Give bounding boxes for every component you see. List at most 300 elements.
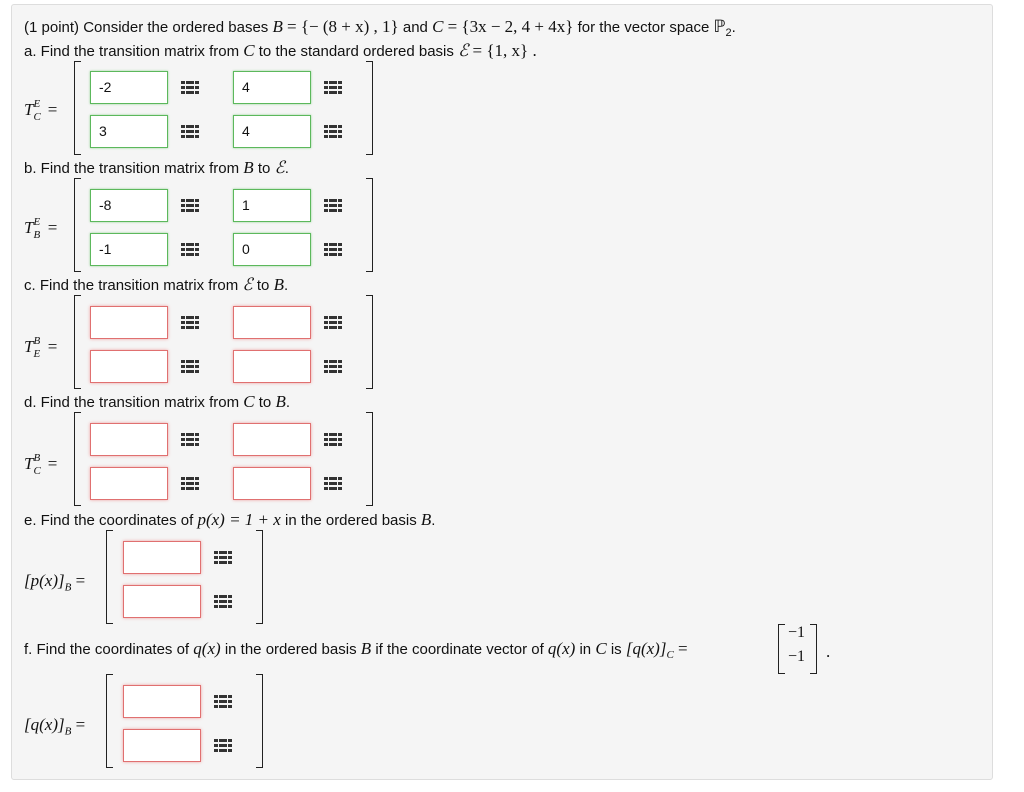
- grid-icon-dot: [338, 248, 342, 251]
- grid-icon-dot: [195, 199, 199, 202]
- grid-icon-dot: [190, 477, 194, 480]
- grid-icon-dot: [329, 86, 333, 89]
- grid-icon-dot: [333, 125, 337, 128]
- grid-icon-dot: [329, 91, 333, 94]
- grid-icon-dot: [181, 86, 185, 89]
- grid-icon-dot: [223, 700, 227, 703]
- grid-icon-dot: [223, 595, 227, 598]
- grid-icon-dot: [190, 253, 194, 256]
- grid-icon-dot: [228, 700, 232, 703]
- grid-icon-dot: [214, 600, 218, 603]
- grid-icon-dot: [195, 365, 199, 368]
- grid-icon-dot: [214, 561, 218, 564]
- grid-icon-dot: [223, 561, 227, 564]
- bracket-left: [106, 674, 113, 768]
- grid-icon-dot: [329, 316, 333, 319]
- grid-icon-dot: [186, 209, 190, 212]
- grid-icon-dot: [195, 243, 199, 246]
- grid-icon-dot: [333, 204, 337, 207]
- grid-icon-dot: [228, 600, 232, 603]
- grid-icon-dot: [329, 248, 333, 251]
- grid-icon-dot: [181, 81, 185, 84]
- grid-icon-dot: [214, 700, 218, 703]
- grid-icon-dot: [181, 360, 185, 363]
- grid-icon-dot: [333, 243, 337, 246]
- bracket-left: [106, 530, 113, 624]
- grid-icon-dot: [181, 487, 185, 490]
- grid-icon-dot: [181, 199, 185, 202]
- grid-icon-dot: [214, 705, 218, 708]
- matrix-a-entry-11[interactable]: -2: [90, 71, 168, 104]
- grid-icon-dot: [329, 487, 333, 490]
- grid-icon[interactable]: [214, 595, 231, 608]
- grid-icon-dot: [186, 86, 190, 89]
- grid-icon-dot: [219, 739, 223, 742]
- grid-icon-dot: [223, 705, 227, 708]
- bracket-right: [366, 412, 373, 506]
- matrix-c-entry-22[interactable]: [233, 350, 311, 383]
- grid-icon-dot: [186, 125, 190, 128]
- grid-icon-dot: [228, 749, 232, 752]
- grid-icon-dot: [329, 204, 333, 207]
- grid-icon-dot: [195, 443, 199, 446]
- grid-icon[interactable]: [181, 433, 198, 446]
- grid-icon-dot: [338, 326, 342, 329]
- grid-icon-dot: [333, 316, 337, 319]
- grid-icon-dot: [338, 86, 342, 89]
- grid-icon-dot: [329, 438, 333, 441]
- grid-icon-dot: [181, 321, 185, 324]
- grid-icon-dot: [219, 561, 223, 564]
- part-e-label: $[p(x)]_B$ =: [24, 571, 86, 594]
- grid-icon[interactable]: [181, 125, 198, 138]
- grid-icon-dot: [329, 482, 333, 485]
- grid-icon-dot: [190, 370, 194, 373]
- grid-icon-dot: [329, 326, 333, 329]
- grid-icon-dot: [190, 248, 194, 251]
- grid-icon-dot: [181, 125, 185, 128]
- grid-icon-dot: [219, 600, 223, 603]
- grid-icon-dot: [324, 433, 328, 436]
- grid-icon-dot: [190, 199, 194, 202]
- grid-icon-dot: [190, 81, 194, 84]
- grid-icon[interactable]: [181, 477, 198, 490]
- grid-icon-dot: [219, 595, 223, 598]
- grid-icon-dot: [186, 443, 190, 446]
- grid-icon-dot: [223, 695, 227, 698]
- bracket-left: [74, 178, 81, 272]
- grid-icon-dot: [333, 433, 337, 436]
- grid-icon-dot: [228, 744, 232, 747]
- grid-icon-dot: [190, 209, 194, 212]
- grid-icon-dot: [333, 199, 337, 202]
- grid-icon-dot: [195, 477, 199, 480]
- grid-icon-dot: [324, 365, 328, 368]
- grid-icon-dot: [338, 125, 342, 128]
- grid-icon-dot: [195, 370, 199, 373]
- grid-icon-dot: [181, 443, 185, 446]
- grid-icon-dot: [186, 482, 190, 485]
- grid-icon-dot: [195, 487, 199, 490]
- matrix-a-entry-22[interactable]: 4: [233, 115, 311, 148]
- grid-icon-dot: [228, 561, 232, 564]
- grid-icon-dot: [324, 135, 328, 138]
- matrix-d-entry-11[interactable]: [90, 423, 168, 456]
- grid-icon-dot: [338, 433, 342, 436]
- grid-icon-dot: [329, 321, 333, 324]
- grid-icon-dot: [333, 135, 337, 138]
- grid-icon-dot: [181, 433, 185, 436]
- grid-icon-dot: [186, 204, 190, 207]
- bracket-left: [74, 61, 81, 155]
- grid-icon-dot: [324, 487, 328, 490]
- vector-f-entry-2[interactable]: [123, 729, 201, 762]
- grid-icon-dot: [214, 749, 218, 752]
- grid-icon-dot: [186, 130, 190, 133]
- part-a-label: T E C =: [24, 98, 58, 124]
- grid-icon-dot: [190, 86, 194, 89]
- grid-icon-dot: [324, 209, 328, 212]
- grid-icon-dot: [186, 81, 190, 84]
- matrix-c-entry-12[interactable]: [233, 306, 311, 339]
- grid-icon-dot: [181, 130, 185, 133]
- grid-icon-dot: [219, 700, 223, 703]
- grid-icon-dot: [333, 248, 337, 251]
- vector-e-entry-1[interactable]: [123, 541, 201, 574]
- grid-icon-dot: [333, 321, 337, 324]
- given-vector-entry-2: −1: [788, 648, 806, 665]
- grid-icon-dot: [190, 326, 194, 329]
- grid-icon-dot: [190, 125, 194, 128]
- grid-icon-dot: [333, 360, 337, 363]
- part-b-question: b. Find the transition matrix from B to ℰ.: [24, 158, 289, 177]
- grid-icon-dot: [329, 443, 333, 446]
- grid-icon-dot: [333, 326, 337, 329]
- grid-icon-dot: [223, 605, 227, 608]
- grid-icon-dot: [324, 130, 328, 133]
- bracket-right: [366, 61, 373, 155]
- grid-icon-dot: [338, 209, 342, 212]
- grid-icon-dot: [181, 243, 185, 246]
- grid-icon-dot: [186, 135, 190, 138]
- grid-icon[interactable]: [181, 81, 198, 94]
- grid-icon[interactable]: [324, 477, 341, 490]
- grid-icon-dot: [186, 438, 190, 441]
- grid-icon-dot: [324, 482, 328, 485]
- matrix-b-entry-11[interactable]: -8: [90, 189, 168, 222]
- grid-icon-dot: [195, 86, 199, 89]
- grid-icon-dot: [324, 199, 328, 202]
- matrix-a-entry-12[interactable]: 4: [233, 71, 311, 104]
- grid-icon[interactable]: [181, 360, 198, 373]
- grid-icon-dot: [181, 91, 185, 94]
- grid-icon-dot: [181, 438, 185, 441]
- grid-icon-dot: [228, 705, 232, 708]
- grid-icon-dot: [333, 86, 337, 89]
- grid-icon-dot: [338, 199, 342, 202]
- grid-icon-dot: [324, 204, 328, 207]
- grid-icon-dot: [329, 477, 333, 480]
- grid-icon-dot: [181, 248, 185, 251]
- grid-icon-dot: [219, 705, 223, 708]
- grid-icon-dot: [228, 695, 232, 698]
- bracket-right: [366, 295, 373, 389]
- grid-icon-dot: [338, 487, 342, 490]
- grid-icon-dot: [186, 243, 190, 246]
- grid-icon-dot: [324, 243, 328, 246]
- grid-icon-dot: [214, 551, 218, 554]
- grid-icon-dot: [195, 316, 199, 319]
- bracket-right: [256, 530, 263, 624]
- grid-icon-dot: [223, 551, 227, 554]
- bracket-left: [74, 412, 81, 506]
- grid-icon-dot: [219, 695, 223, 698]
- grid-icon-dot: [219, 556, 223, 559]
- grid-icon-dot: [338, 243, 342, 246]
- matrix-a-entry-21[interactable]: 3: [90, 115, 168, 148]
- part-a-question: a. Find the transition matrix from C to the standard ordered basis ℰ = {1, x} .: [24, 41, 537, 60]
- given-vector-entry-1: −1: [788, 624, 806, 641]
- matrix-b-entry-22[interactable]: 0: [233, 233, 311, 266]
- grid-icon-dot: [195, 125, 199, 128]
- grid-icon-dot: [186, 365, 190, 368]
- grid-icon-dot: [338, 81, 342, 84]
- grid-icon-dot: [219, 744, 223, 747]
- grid-icon-dot: [338, 443, 342, 446]
- grid-icon[interactable]: [214, 551, 231, 564]
- grid-icon-dot: [324, 321, 328, 324]
- grid-icon-dot: [214, 556, 218, 559]
- grid-icon-dot: [338, 321, 342, 324]
- part-d-question: d. Find the transition matrix from C to B.: [24, 392, 291, 411]
- grid-icon-dot: [333, 209, 337, 212]
- grid-icon-dot: [329, 433, 333, 436]
- grid-icon-dot: [195, 91, 199, 94]
- matrix-d-entry-21[interactable]: [90, 467, 168, 500]
- grid-icon-dot: [333, 253, 337, 256]
- grid-icon-dot: [329, 365, 333, 368]
- grid-icon-dot: [338, 438, 342, 441]
- grid-icon-dot: [338, 365, 342, 368]
- grid-icon-dot: [324, 438, 328, 441]
- bracket-right: [366, 178, 373, 272]
- grid-icon-dot: [324, 477, 328, 480]
- grid-icon-dot: [324, 81, 328, 84]
- grid-icon-dot: [223, 749, 227, 752]
- grid-icon-dot: [228, 739, 232, 742]
- grid-icon-dot: [329, 130, 333, 133]
- grid-icon-dot: [214, 595, 218, 598]
- grid-icon-dot: [190, 243, 194, 246]
- grid-icon-dot: [219, 749, 223, 752]
- grid-icon[interactable]: [324, 199, 341, 212]
- grid-icon[interactable]: [214, 739, 231, 752]
- grid-icon-dot: [186, 477, 190, 480]
- grid-icon-dot: [190, 433, 194, 436]
- grid-icon-dot: [214, 744, 218, 747]
- grid-icon-dot: [190, 360, 194, 363]
- grid-icon-dot: [186, 370, 190, 373]
- grid-icon-dot: [190, 321, 194, 324]
- bracket-left: [74, 295, 81, 389]
- problem-statement: (1 point) Consider the ordered bases B = {− (8 + x) , 1} and C = {3x − 2, 4 + 4x} for the vector space ℙ$_2$.: [24, 17, 736, 39]
- grid-icon-dot: [195, 326, 199, 329]
- grid-icon-dot: [181, 135, 185, 138]
- grid-icon-dot: [324, 125, 328, 128]
- grid-icon-dot: [228, 551, 232, 554]
- grid-icon-dot: [228, 556, 232, 559]
- matrix-b-entry-12[interactable]: 1: [233, 189, 311, 222]
- grid-icon-dot: [338, 360, 342, 363]
- grid-icon-dot: [195, 130, 199, 133]
- matrix-d-entry-12[interactable]: [233, 423, 311, 456]
- grid-icon-dot: [219, 605, 223, 608]
- grid-icon-dot: [181, 204, 185, 207]
- grid-icon-dot: [186, 326, 190, 329]
- grid-icon-dot: [333, 438, 337, 441]
- grid-icon-dot: [338, 130, 342, 133]
- grid-icon-dot: [195, 438, 199, 441]
- grid-icon-dot: [333, 443, 337, 446]
- grid-icon-dot: [181, 316, 185, 319]
- grid-icon-dot: [195, 204, 199, 207]
- grid-icon-dot: [186, 360, 190, 363]
- bracket-left: [778, 624, 785, 674]
- grid-icon-dot: [333, 91, 337, 94]
- grid-icon-dot: [338, 91, 342, 94]
- grid-icon-dot: [190, 487, 194, 490]
- grid-icon-dot: [214, 605, 218, 608]
- part-c-label: T B E =: [24, 335, 58, 361]
- bracket-right: [810, 624, 817, 674]
- grid-icon-dot: [190, 443, 194, 446]
- grid-icon-dot: [228, 605, 232, 608]
- grid-icon-dot: [181, 209, 185, 212]
- matrix-d-entry-22[interactable]: [233, 467, 311, 500]
- grid-icon-dot: [223, 744, 227, 747]
- grid-icon-dot: [333, 365, 337, 368]
- grid-icon-dot: [195, 482, 199, 485]
- grid-icon[interactable]: [324, 316, 341, 329]
- grid-icon-dot: [333, 370, 337, 373]
- grid-icon-dot: [190, 204, 194, 207]
- grid-icon-dot: [338, 253, 342, 256]
- grid-icon-dot: [324, 326, 328, 329]
- grid-icon-dot: [329, 209, 333, 212]
- grid-icon-dot: [195, 135, 199, 138]
- grid-icon-dot: [195, 433, 199, 436]
- grid-icon-dot: [223, 739, 227, 742]
- grid-icon-dot: [338, 477, 342, 480]
- grid-icon-dot: [324, 253, 328, 256]
- grid-icon-dot: [195, 248, 199, 251]
- period: .: [826, 642, 831, 661]
- part-d-label: T B C =: [24, 452, 58, 478]
- grid-icon-dot: [333, 477, 337, 480]
- grid-icon-dot: [333, 130, 337, 133]
- grid-icon-dot: [324, 248, 328, 251]
- grid-icon[interactable]: [181, 199, 198, 212]
- grid-icon-dot: [324, 370, 328, 373]
- grid-icon-dot: [329, 135, 333, 138]
- grid-icon-dot: [223, 600, 227, 603]
- grid-icon-dot: [190, 438, 194, 441]
- bracket-right: [256, 674, 263, 768]
- grid-icon-dot: [333, 487, 337, 490]
- grid-icon-dot: [181, 370, 185, 373]
- vector-e-entry-2[interactable]: [123, 585, 201, 618]
- grid-icon[interactable]: [324, 243, 341, 256]
- grid-icon-dot: [190, 316, 194, 319]
- grid-icon-dot: [324, 91, 328, 94]
- grid-icon[interactable]: [324, 81, 341, 94]
- grid-icon-dot: [186, 433, 190, 436]
- part-e-question: e. Find the coordinates of p(x) = 1 + x in the ordered basis B.: [24, 510, 436, 529]
- grid-icon-dot: [329, 370, 333, 373]
- grid-icon-dot: [338, 204, 342, 207]
- grid-icon[interactable]: [324, 360, 341, 373]
- matrix-c-entry-21[interactable]: [90, 350, 168, 383]
- grid-icon[interactable]: [214, 695, 231, 708]
- grid-icon-dot: [329, 243, 333, 246]
- grid-icon-dot: [186, 321, 190, 324]
- grid-icon-dot: [195, 81, 199, 84]
- grid-icon-dot: [186, 487, 190, 490]
- grid-icon-dot: [333, 81, 337, 84]
- matrix-c-entry-11[interactable]: [90, 306, 168, 339]
- grid-icon-dot: [190, 130, 194, 133]
- grid-icon-dot: [228, 595, 232, 598]
- grid-icon[interactable]: [324, 433, 341, 446]
- grid-icon-dot: [214, 695, 218, 698]
- grid-icon-dot: [181, 365, 185, 368]
- grid-icon-dot: [333, 482, 337, 485]
- grid-icon-dot: [190, 482, 194, 485]
- grid-icon-dot: [324, 360, 328, 363]
- grid-icon-dot: [219, 551, 223, 554]
- grid-icon-dot: [181, 253, 185, 256]
- grid-icon-dot: [338, 316, 342, 319]
- grid-icon[interactable]: [181, 316, 198, 329]
- part-b-label: T E B =: [24, 216, 58, 242]
- matrix-b-entry-21[interactable]: -1: [90, 233, 168, 266]
- grid-icon-dot: [190, 365, 194, 368]
- grid-icon-dot: [190, 135, 194, 138]
- grid-icon-dot: [214, 739, 218, 742]
- grid-icon-dot: [329, 125, 333, 128]
- grid-icon-dot: [329, 360, 333, 363]
- grid-icon-dot: [338, 482, 342, 485]
- grid-icon-dot: [195, 253, 199, 256]
- grid-icon-dot: [329, 199, 333, 202]
- grid-icon-dot: [186, 316, 190, 319]
- part-f-label: $[q(x)]_B$ =: [24, 715, 86, 738]
- grid-icon-dot: [181, 477, 185, 480]
- grid-icon-dot: [329, 81, 333, 84]
- part-c-question: c. Find the transition matrix from ℰ to B.: [24, 275, 289, 294]
- grid-icon-dot: [181, 326, 185, 329]
- grid-icon[interactable]: [181, 243, 198, 256]
- grid-icon[interactable]: [324, 125, 341, 138]
- grid-icon-dot: [223, 556, 227, 559]
- vector-f-entry-1[interactable]: [123, 685, 201, 718]
- grid-icon-dot: [195, 360, 199, 363]
- grid-icon-dot: [186, 253, 190, 256]
- grid-icon-dot: [186, 248, 190, 251]
- grid-icon-dot: [195, 321, 199, 324]
- grid-icon-dot: [324, 86, 328, 89]
- part-f-question: f. Find the coordinates of q(x) in the ordered basis B if the coordinate vector of q(x) in C is $[q(x)]_C$ =: [24, 639, 688, 661]
